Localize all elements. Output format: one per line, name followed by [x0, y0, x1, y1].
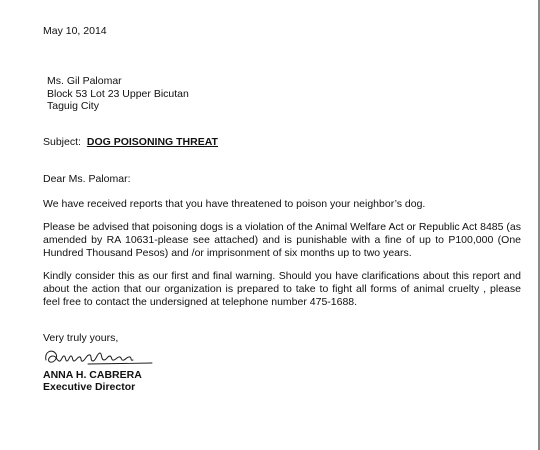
- subject-label: Subject:: [43, 136, 81, 148]
- handwritten-signature: [40, 344, 155, 370]
- body-paragraph-2: Please be advised that poisoning dogs is a violation of the Animal Welfare Act or Republic Act 8485 (as amended by RA 10631-please see attached) and is punishable with a fine of up to P100,000 (One Hundred Thousand Pesos) and /or imprisonment of six months up to two years.: [43, 221, 521, 259]
- body-paragraph-3: Kindly consider this as our first and final warning. Should you have clarifications about this report and about the action that our organization is prepared to take to fight all forms of animal cruelty , please feel free to contact the undersigned at telephone number 475-1688.: [43, 270, 521, 308]
- recipient-address: [47, 75, 189, 113]
- signer-name: ANNA H. CABRERA: [43, 369, 142, 381]
- closing: Very truly yours,: [43, 332, 119, 344]
- recipient-address-line2: Taguig City: [47, 100, 99, 112]
- body-paragraph-1: We have received reports that you have threatened to poison your neighbor’s dog.: [43, 198, 426, 210]
- salutation: Dear Ms. Palomar:: [43, 173, 131, 185]
- letter-date: May 10, 2014: [43, 25, 107, 37]
- subject-text: DOG POISONING THREAT: [86, 136, 218, 148]
- subject-line: [43, 136, 218, 149]
- recipient-address-line1: Block 53 Lot 23 Upper Bicutan: [47, 87, 189, 100]
- recipient-name: Ms. Gil Palomar: [47, 75, 122, 87]
- signer-title: Executive Director: [43, 381, 136, 393]
